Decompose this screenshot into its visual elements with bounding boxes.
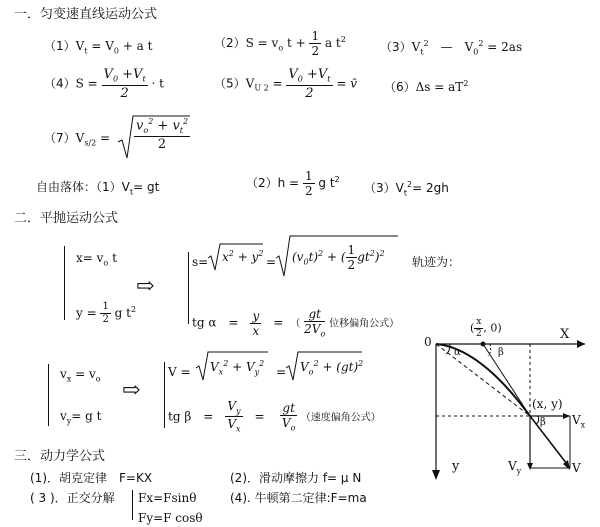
eq-tg-alpha: tg α = $\frac{y}{x}$ = （ $\frac{gt}{2V_o}$ 位移偏角公式） (192, 307, 400, 339)
dyn-friction: (2)．滑动摩擦力 f= μ N (230, 471, 362, 485)
freefall-1: 自由落体：$(1)V_t=$ gt (36, 180, 160, 197)
freefall-3: $(3)V_t^2= 2gh$ (364, 180, 449, 198)
brace-right-2 (164, 362, 165, 428)
diagram-v-label: V (572, 461, 581, 475)
eq-v-rad1: $V_x^2 + V_y^2$ (210, 359, 265, 377)
diagram-beta-2: β (540, 417, 546, 428)
section-2-title: 二．平抛运动公式 (14, 211, 119, 226)
eq-v-rad2: $V_o^2 + (gt)^2$ (300, 359, 364, 377)
dyn-fx: Fx=Fsinθ (138, 491, 197, 505)
eq-v-equal: = (276, 365, 287, 379)
formula-7: $(7)V_{s/2}$ = (44, 131, 111, 148)
implies-arrow-1: ⇨ (136, 274, 155, 299)
eq-vx: $v_x = v_o$ (60, 367, 101, 384)
diagram-y-axis-label: y (452, 459, 460, 474)
formula-4: （4）S = $\frac{V_0 +V_t}{2}$ · t (44, 67, 164, 101)
brace-left-2 (48, 364, 49, 426)
eq-s-rad2: $(v_0t)^2$ + ( $\frac{1}{2}$ $gt^2)^2$ (292, 243, 385, 272)
brace-decomp (132, 490, 133, 520)
eq-v: V = (168, 365, 191, 379)
diagram-origin: 0 (424, 335, 432, 349)
eq-s-equal: = (266, 255, 277, 269)
section-1-title: 一．匀变速直线运动公式 (14, 7, 158, 22)
dyn-newton: (4). 牛顿第二定律:F=ma (230, 491, 367, 505)
dyn-decomp: ( 3 )．正交分解 (30, 491, 115, 505)
formula-5: $(5)V_{U 2}$ = $\frac{V_0 +V_t}{2}$ = v̄ (214, 67, 357, 101)
trajectory-label: 轨迹为： (412, 255, 461, 269)
eq-x: $x= v_o$ t (76, 251, 117, 268)
diagram-vy-label: $V_y$ (508, 459, 522, 476)
diagram-alpha: α (454, 347, 461, 358)
section-3-title: 三．动力学公式 (14, 449, 106, 464)
formula-3: $(3)V_t^2$ — $V_0^2 = 2as$ (380, 39, 523, 57)
eq-tg-beta: tg β = $\frac{V_y}{V_x}$ = $\frac{gt}{V_o}$ （速度偏角公式） (168, 399, 381, 434)
freefall-2: （2）h = $\frac{1}{2}$ g $t^2$ (246, 169, 340, 198)
dyn-fy: Fy=F cosθ (138, 511, 203, 525)
formula-2: $(2)S = v_o$ t + $\frac{1}{2}$ a $t^2$ (214, 29, 346, 58)
formula-1: $(1)V_t = V_0 + a$ t (44, 39, 153, 56)
eq-s-rad1: $x^2 + y^2$ (222, 249, 264, 264)
diagram-x-axis-label: X (560, 327, 570, 342)
formula-6: $(6)\Delta s = aT^2$ (384, 79, 469, 94)
diagram-vx-label: $V_x$ (572, 413, 586, 430)
diagram-mid-label: ( $\frac{x}{2}$ , 0) (470, 317, 502, 339)
diagram-point-label: (x, y) (532, 397, 563, 411)
implies-arrow-2: ⇨ (122, 378, 141, 403)
formula-7-radicand: $\frac{v_o^2 + v_t^2}{2}$ (136, 117, 189, 152)
eq-y: y = $\frac{1}{2}$ g $t^2$ (76, 301, 137, 325)
brace-right-1 (188, 252, 189, 324)
dyn-hooke: (1)．胡克定律 F=KX (30, 471, 153, 485)
eq-s: s= (192, 255, 209, 269)
eq-vy: $v_y= g$ t (60, 409, 102, 426)
diagram-beta-1: β (498, 347, 504, 358)
brace-left-1 (64, 246, 65, 320)
